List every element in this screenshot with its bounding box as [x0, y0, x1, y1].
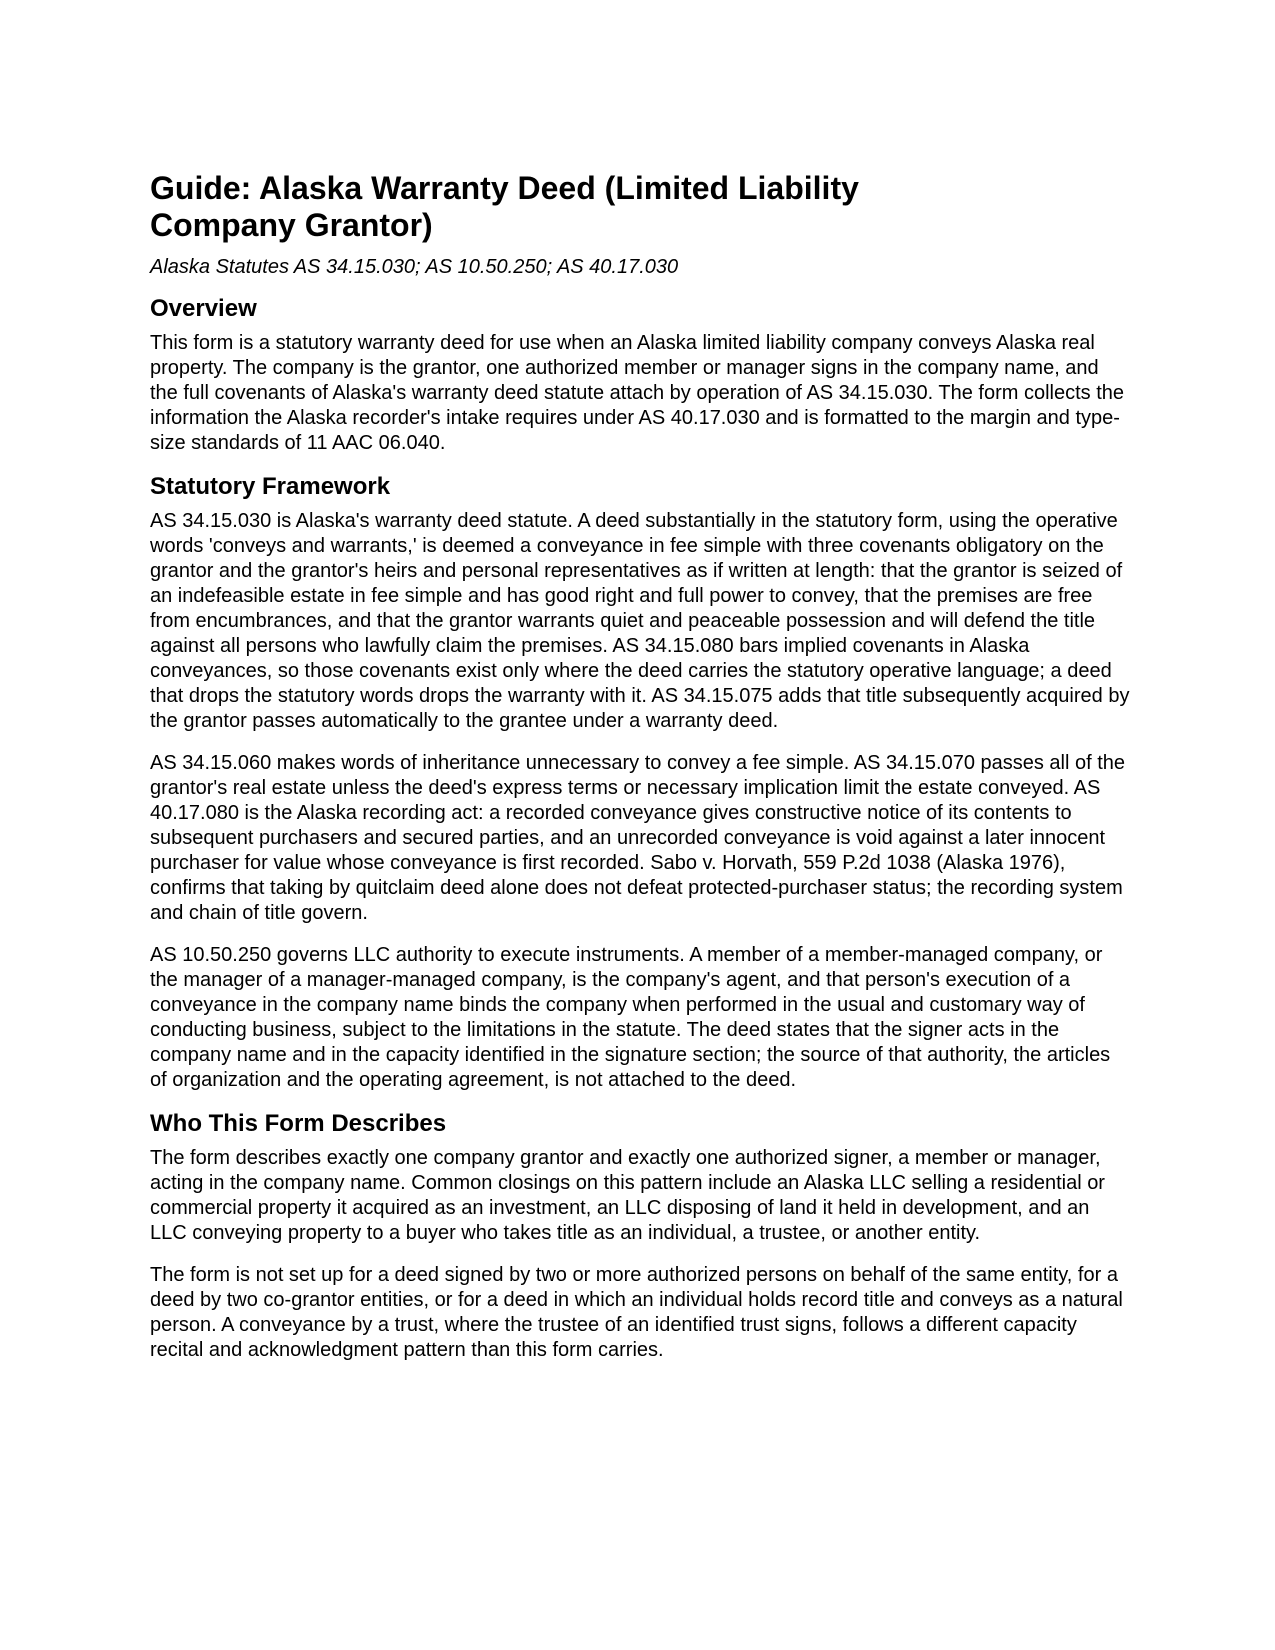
- paragraph: AS 34.15.060 makes words of inheritance unnecessary to convey a fee simple. AS 34.15.070 passes all of the grantor's real estate unless the deed's express terms or necessary implication limit the estate conveyed. AS 40.17.080 is the Alaska recording act: a recorded conveyance gives constructive notice of its contents to subsequent purchasers and secured parties, and an unrecorded conveyance is void against a later innocent purchaser for value whose conveyance is first recorded. Sabo v. Horvath, 559 P.2d 1038 (Alaska 1976), confirms that taking by quitclaim deed alone does not defeat protected-purchaser status; the recording system and chain of title govern.: [150, 752, 1126, 924]
- paragraph: AS 10.50.250 governs LLC authority to execute instruments. A member of a member-managed company, or the manager of a manager-managed company, is the company's agent, and that person's execution of a conveyance in the company name binds the company when performed in the usual and customary way of conducting business, subject to the limitations in the statute. The deed states that the signer acts in the company name and in the capacity identified in the signature section; the source of that authority, the articles of organization and the operating agreement, is not attached to the deed.: [150, 944, 1111, 1091]
- paragraph: The form is not set up for a deed signed by two or more authorized persons on behalf of the same entity, for a deed by two co-grantor entities, or for a deed in which an individual holds record title and conveys as a natural person. A conveyance by a trust, where the trustee of an identified trust signs, follows a different capacity recital and acknowledgment pattern than this form carries.: [150, 1264, 1123, 1361]
- section-statutory-framework: [150, 473, 1130, 1093]
- section-who-this-form-describes: [150, 1110, 1130, 1363]
- section-heading: Overview: [150, 295, 257, 322]
- paragraph: AS 34.15.030 is Alaska's warranty deed statute. A deed substantially in the statutory form, using the operative words 'conveys and warrants,' is deemed a conveyance in fee simple with three covenants obligatory on the grantor and the grantor's heirs and personal representatives as if written at length: that the grantor is seized of an indefeasible estate in fee simple and has good right and full power to convey, that the premises are free from encumbrances, and that the grantor warrants quiet and peaceable possession and will defend the title against all persons who lawfully claim the premises. AS 34.15.080 bars implied covenants in Alaska conveyances, so those covenants exist only where the deed carries the statutory operative language; a deed that drops the statutory words drops the warranty with it. AS 34.15.075 adds that title subsequently acquired by the grantor passes automatically to the grantee under a warranty deed.: [150, 510, 1130, 732]
- document-title: Guide: Alaska Warranty Deed (Limited Liability Company Grantor): [150, 170, 859, 243]
- document-page: [150, 170, 1130, 1380]
- section-heading: Statutory Framework: [150, 473, 391, 500]
- section-overview: [150, 295, 1130, 456]
- paragraph: This form is a statutory warranty deed for use when an Alaska limited liability company conveys Alaska real property. The company is the grantor, one authorized member or manager signs in the company name, and the full covenants of Alaska's warranty deed statute attach by operation of AS 34.15.030. The form collects the information the Alaska recorder's intake requires under AS 40.17.030 and is formatted to the margin and type-size standards of 11 AAC 06.040.: [150, 332, 1125, 454]
- statute-citation: Alaska Statutes AS 34.15.030; AS 10.50.250; AS 40.17.030: [150, 256, 679, 278]
- section-heading: Who This Form Describes: [150, 1110, 447, 1137]
- paragraph: The form describes exactly one company grantor and exactly one authorized signer, a member or manager, acting in the company name. Common closings on this pattern include an Alaska LLC selling a residential or commercial property it acquired as an investment, an LLC disposing of land it held in development, and an LLC conveying property to a buyer who takes title as an individual, a trustee, or another entity.: [150, 1147, 1105, 1244]
